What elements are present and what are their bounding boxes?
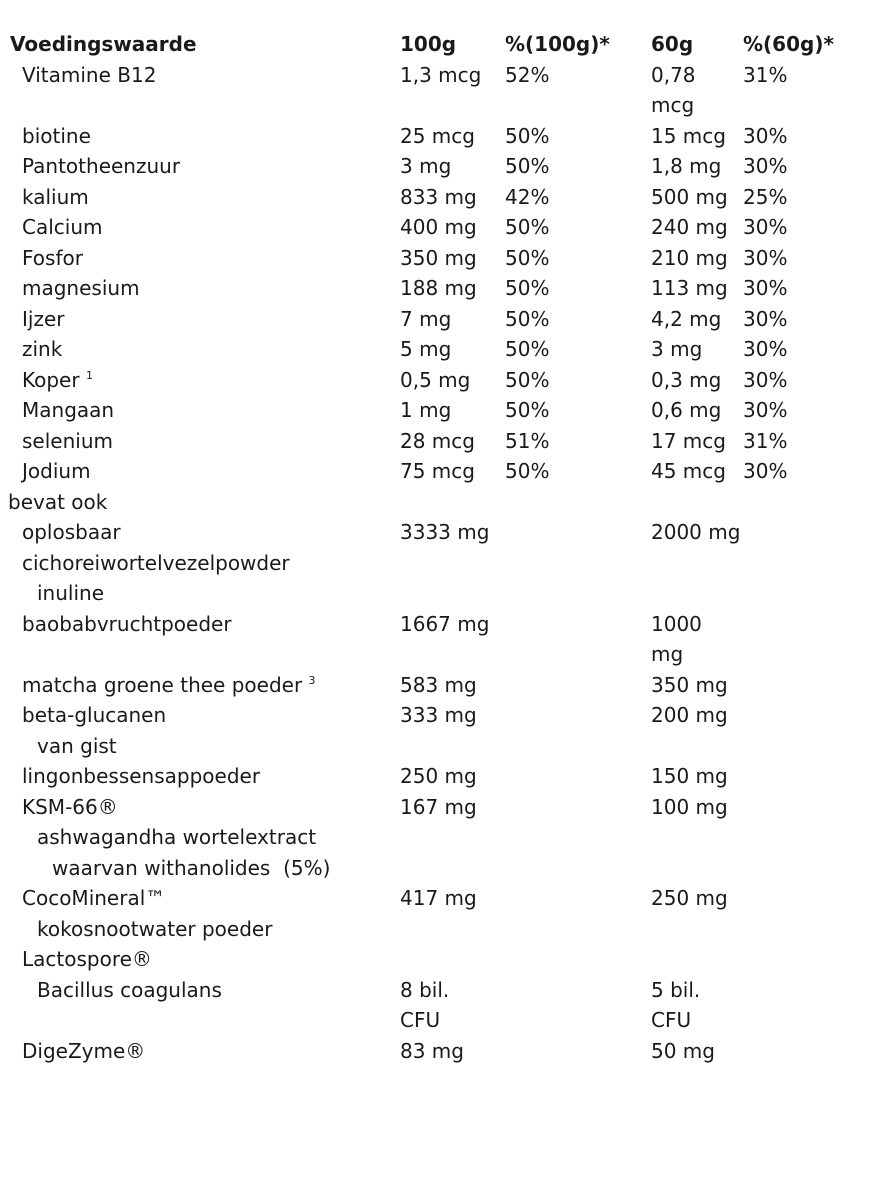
nutrient-name-text: magnesium: [22, 276, 140, 300]
header-60g: 60g: [651, 32, 694, 56]
nutrient-name-text: Fosfor: [22, 245, 83, 270]
pct-60g: 30%: [743, 245, 788, 270]
value-60g: 150 mg: [651, 764, 728, 788]
table-row: [8, 792, 853, 884]
value-60g: [651, 395, 743, 426]
value-60g-text: 3 mg: [651, 337, 703, 361]
nutrient-name-text: Vitamine B12: [22, 62, 157, 87]
ingredient-sub: ashwagandha wortelextract: [37, 825, 317, 849]
value-100g: 1,3 mcg: [400, 62, 482, 87]
value-60g-text: 15 mcg: [651, 123, 726, 148]
pct-100g: 52%: [505, 62, 550, 87]
pct-60g: 30%: [743, 123, 788, 148]
value-100g: 7 mg: [400, 306, 452, 331]
ingredient-name-text: matcha groene thee poeder: [22, 672, 303, 697]
ingredient-name: Lactospore®: [22, 947, 152, 971]
value-60g: 50 mg: [651, 1038, 715, 1063]
value-60g-text: 240 mg: [651, 215, 728, 239]
value-100g: 75 mcg: [400, 459, 475, 483]
value-60g: [651, 609, 743, 670]
table-row: [8, 151, 853, 182]
nutrient-name: [8, 243, 400, 274]
table-row: [8, 1036, 853, 1067]
value-60g: [651, 975, 853, 1036]
pct-60g: 30%: [743, 215, 788, 239]
pct-60g: 30%: [743, 367, 788, 392]
pct-100g: 50%: [505, 306, 550, 331]
table-row: [8, 883, 853, 944]
pct-100g: 50%: [505, 276, 550, 300]
value-100g: 400 mg: [400, 215, 477, 239]
value-60g-text: 500 mg: [651, 184, 728, 209]
table-row: [8, 456, 853, 487]
ingredient-name-text: KSM-66®: [22, 794, 118, 819]
ingredient-sub: Bacillus coagulans: [37, 977, 222, 1002]
nutrient-name-text: zink: [22, 337, 63, 361]
vitamins-body: [8, 60, 853, 487]
pct-60g: 31%: [743, 62, 788, 87]
value-100g: 5 mg: [400, 337, 452, 361]
ingredient-name: DigeZyme®: [22, 1038, 146, 1063]
ingredient-name: lingonbessensappoeder: [22, 764, 261, 788]
value-60g: [651, 273, 743, 304]
ingredient-name-text: beta-glucanen: [22, 703, 167, 727]
value-100g: 83 mg: [400, 1038, 464, 1063]
footnote-mark: 1: [85, 368, 93, 382]
nutrient-name: [8, 273, 400, 304]
value-60g-text: 0,6 mg: [651, 398, 722, 422]
nutrient-name-text: Jodium: [22, 459, 91, 483]
nutrient-name: [8, 426, 400, 457]
pct-100g: 50%: [505, 367, 550, 392]
value-60g-text: 5 bil. CFU: [651, 977, 701, 1032]
table-row: [8, 243, 853, 274]
value-100g: 250 mg: [400, 764, 477, 788]
header-name: Voedingswaarde: [10, 32, 197, 56]
ingredient-name: [8, 517, 400, 609]
table-row: [8, 273, 853, 304]
table-row: [8, 182, 853, 213]
table-row: [8, 761, 853, 792]
nutrient-name-text: Calcium: [22, 215, 103, 239]
table-row: [8, 121, 853, 152]
pct-60g: 30%: [743, 398, 788, 422]
value-60g-text: 4,2 mg: [651, 306, 722, 331]
value-60g-text: 0,78 mcg: [651, 62, 696, 117]
nutrient-name-text: selenium: [22, 428, 113, 453]
value-60g: [651, 426, 743, 457]
pct-100g: 50%: [505, 154, 550, 178]
value-100g: 1667 mg: [400, 611, 490, 636]
value-60g-text: 210 mg: [651, 245, 728, 270]
nutrient-name: [8, 151, 400, 182]
nutrient-name: [8, 60, 400, 121]
section-row: [8, 487, 853, 518]
value-100g: 0,5 mg: [400, 367, 471, 392]
nutrient-name: [8, 395, 400, 426]
value-100g: 333 mg: [400, 703, 477, 727]
nutrient-name: [8, 456, 400, 487]
value-60g-text: 1,8 mg: [651, 154, 722, 178]
value-60g-text: 0,3 mg: [651, 367, 722, 392]
value-60g-text: 113 mg: [651, 276, 728, 300]
value-100g: 833 mg: [400, 184, 477, 209]
pct-60g: 25%: [743, 184, 788, 209]
pct-100g: 50%: [505, 245, 550, 270]
table-row: [8, 944, 853, 975]
table-row: [8, 395, 853, 426]
value-60g-text: 45 mcg: [651, 459, 726, 483]
section-label: bevat ook: [8, 489, 108, 514]
ingredient-sub: kokosnootwater poeder: [37, 916, 273, 941]
nutrient-name-text: Mangaan: [22, 398, 115, 422]
nutrient-name: [8, 121, 400, 152]
value-100g: 3333 mg: [400, 520, 490, 544]
value-60g: [651, 212, 743, 243]
value-60g: 350 mg: [651, 672, 728, 697]
pct-100g: 50%: [505, 215, 550, 239]
pct-60g: 30%: [743, 276, 788, 300]
header-100g: 100g: [400, 32, 457, 56]
table-row: [8, 517, 853, 609]
nutrient-name-text: biotine: [22, 123, 91, 148]
table-row: [8, 304, 853, 335]
nutrient-name-text: Pantotheenzuur: [22, 154, 181, 178]
header-row: [8, 29, 853, 60]
table-row: [8, 700, 853, 761]
value-60g: [651, 243, 743, 274]
value-100g: 350 mg: [400, 245, 477, 270]
pct-100g: 50%: [505, 123, 550, 148]
nutrition-table: [8, 29, 853, 1066]
ingredient-name: [8, 700, 400, 761]
value-60g: [651, 182, 743, 213]
nutrient-name: [8, 304, 400, 335]
table-row: [8, 212, 853, 243]
table-row: [8, 60, 853, 121]
footnote-mark: 3: [308, 673, 316, 687]
value-60g: [651, 60, 743, 121]
value-100g: [400, 975, 651, 1036]
nutrient-name-text: Ijzer: [22, 306, 65, 331]
ingredient-name-text: oplosbaar cichoreiwortelvezelpowder: [22, 520, 290, 575]
value-100g: 1 mg: [400, 398, 452, 422]
pct-100g: 50%: [505, 398, 550, 422]
table-row: [8, 426, 853, 457]
pct-100g: 51%: [505, 428, 550, 453]
value-60g: 100 mg: [651, 794, 728, 819]
value-60g-text: 1000 mg: [651, 611, 702, 666]
pct-100g: 50%: [505, 337, 550, 361]
pct-60g: 31%: [743, 428, 788, 453]
value-100g: 167 mg: [400, 794, 477, 819]
nutrient-name: [8, 334, 400, 365]
ingredient-name: [8, 883, 400, 944]
nutrient-name: [8, 365, 400, 396]
extras-body: [8, 487, 853, 1067]
table-row: [8, 975, 853, 1036]
value-100g: 28 mcg: [400, 428, 475, 453]
value-60g: [651, 151, 743, 182]
nutrient-name-text: kalium: [22, 184, 89, 209]
ingredient-subsub: waarvan withanolides (5%): [52, 855, 331, 880]
value-60g: 250 mg: [651, 886, 728, 910]
nutrient-name: [8, 182, 400, 213]
pct-60g: 30%: [743, 154, 788, 178]
ingredient-name-text: CocoMineral™: [22, 886, 166, 910]
ingredient-name: baobabvruchtpoeder: [22, 611, 232, 636]
table-row: [8, 334, 853, 365]
header-pct-100g: %(100g)*: [505, 32, 610, 56]
value-100g: 417 mg: [400, 886, 477, 910]
value-60g: [651, 456, 743, 487]
pct-100g: 50%: [505, 459, 550, 483]
header-pct-60g: %(60g)*: [743, 32, 834, 56]
table-row: [8, 670, 853, 701]
ingredient-sub: van gist: [37, 733, 117, 758]
value-60g: [651, 334, 743, 365]
value-100g: 3 mg: [400, 154, 452, 178]
value-60g: [651, 121, 743, 152]
pct-60g: 30%: [743, 459, 788, 483]
value-60g-text: 17 mcg: [651, 428, 726, 453]
value-60g: 200 mg: [651, 703, 728, 727]
ingredient-name: [8, 792, 400, 884]
value-60g: [651, 365, 743, 396]
pct-100g: 42%: [505, 184, 550, 209]
value-100g-text: 8 bil. CFU: [400, 977, 450, 1032]
value-100g: 25 mcg: [400, 123, 475, 148]
nutrient-name: [8, 212, 400, 243]
table-row: [8, 365, 853, 396]
nutrient-name-text: Koper: [22, 367, 80, 392]
value-100g: 583 mg: [400, 672, 477, 697]
value-60g: [651, 304, 743, 335]
pct-60g: 30%: [743, 337, 788, 361]
ingredient-sub: inuline: [37, 581, 105, 605]
table-row: [8, 609, 853, 670]
value-60g: 2000 mg: [651, 520, 741, 544]
pct-60g: 30%: [743, 306, 788, 331]
ingredient-name: [8, 670, 400, 701]
value-100g: 188 mg: [400, 276, 477, 300]
